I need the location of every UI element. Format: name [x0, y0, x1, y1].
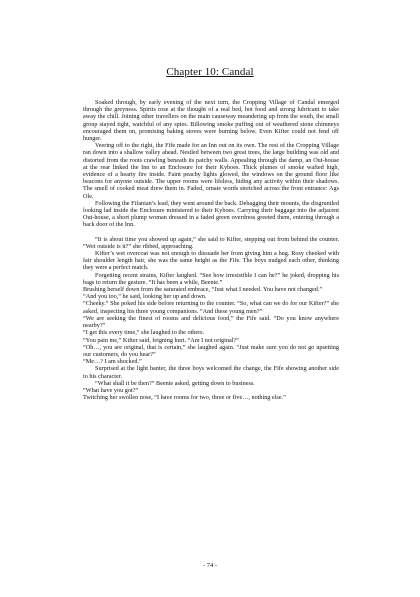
- paragraph: “And you too,” he said, looking her up and down.: [83, 293, 207, 301]
- paragraph: “It is about time you showed up again,” she said to Kifter, stepping out from behind the counter. “Wet outside is it?” she ribbed, approaching.: [83, 235, 339, 250]
- paragraph: “Cheeky.” She poked his side before returning to the counter. “So, what can we do for our Kifter?” she asked, inspecting his three young companions. “And these young men?”: [83, 300, 339, 315]
- paragraph: Brushing herself down from the saturated embrace, “Just what I needed. You have not changed.”: [83, 286, 323, 294]
- page-number: - 74 -: [202, 562, 218, 569]
- paragraph: Following the Fifanian’s lead, they went around the back. Debagging their mounts, the disgruntled looking lad inside the Enclosure ministered to their Kyboes. Carrying their baggage into the adjacent Out-house, a short plump woman dressed in a faded green overdress greeted them, entering through a back door of the Inn.: [83, 199, 340, 229]
- body-text: [83, 99, 339, 401]
- paragraph: Kifter’s wet overcoat was not enough to dissuade her from giving him a hug. Rosy cheeked with fair shoulder length hair, she was the same height as the Fife. The boys nudged each other, thinking they were a perfect match.: [83, 250, 339, 272]
- paragraph: Surprised at the light banter, the three boys welcomed the change, the Fife showing another side to his character.: [83, 365, 339, 380]
- paragraph: Veering off to the right, the Fife made for an Inn out on its own. The rest of the Cropping Village ran down into a shallow valley ahead. Nestled between two great trees, the large building was old and distorted from the roots crawling beneath its patchy walls. Appealing through the damp, an Out-house at the rear linked the Inn to an Enclosure for their Kyboes. Thick plumes of smoke wafted high, evidence of a hearty fire inside. Faint peachy lights glowed, the windows on the ground floor like beacons for anyone outside. The upper rooms were lifeless, hiding any activity within their shadows. The smell of cooked meat drew them in. Faded, ornate words stretched across the front entrance: Ags Ole.: [83, 142, 339, 200]
- paragraph: Soaked through, by early evening of the next turn, the Cropping Village of Candal emerged through the greyness. Spirits rose at the thought of a real bed, hot food and strong lubricant to take away the chill. Joining other travellers on the main causeway meandering up from the south, the small group stayed tight, watchful of any spies. Billowing smoke puffing out of weathered stone chimneys encouraged them on, promising baking stoves were burning below. Even Kifter could not fend off hunger.: [83, 99, 339, 143]
- paragraph: “We are seeking the finest of rooms and delicious food,” the Fife said. “Do you know anywhere nearby?”: [83, 314, 339, 330]
- paragraph: “You pain me,” Kifter said, feigning hurt. “Am I not original?”: [83, 336, 239, 344]
- paragraph: “What shall it be then?” Beenie asked, getting down to business.: [95, 379, 255, 387]
- paragraph: “Oh…, you are original, that is certain,” she laughed again. “Just make sure you do not go upsetting our customers, do you hear?”: [83, 343, 339, 358]
- chapter-title: Chapter 10: Candal: [166, 66, 254, 78]
- paragraph: Twitching her swollen nose, “I have rooms for two, three or five…, nothing else.”: [83, 394, 286, 402]
- paragraph: “What have you got?”: [83, 386, 139, 394]
- paragraph: “I get this every time,” she laughed to the others.: [83, 329, 205, 337]
- paragraph: Forgetting recent strains, Kifter laughed. “See how irresistible I can be?” he joked, dropping his bags to return the gesture. “It has been a while, Beenie.”: [83, 271, 339, 286]
- paragraph: “Me…? I am shocked.”: [83, 358, 142, 366]
